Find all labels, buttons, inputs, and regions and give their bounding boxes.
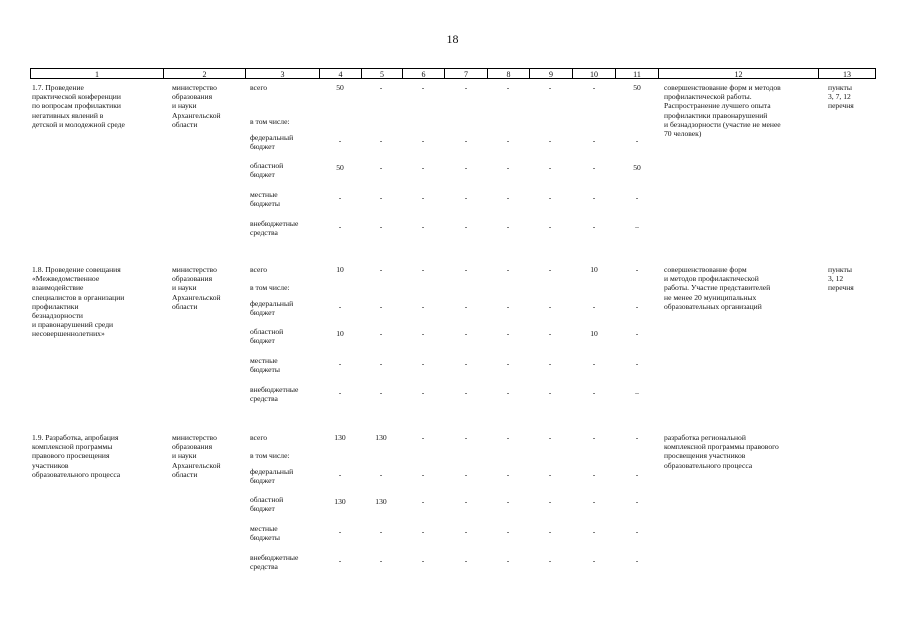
value-cell: -: [592, 497, 596, 506]
row-name-line: 1.9. Разработка, апробация: [32, 433, 119, 442]
value-cell: -: [635, 193, 639, 202]
value-cell: -: [592, 193, 596, 202]
value-cell: -: [464, 359, 468, 368]
row-name-line: специалистов в организации: [32, 292, 125, 302]
row-name-line: профилактики: [32, 301, 79, 311]
value-cell: -: [592, 388, 596, 397]
row-executor-line: министерство: [172, 265, 217, 274]
value-cell: -: [421, 83, 425, 92]
value-cell: -: [464, 193, 468, 202]
value-cell: -: [548, 222, 552, 231]
value-cell: -: [338, 556, 342, 565]
value-cell: -: [635, 359, 639, 368]
row-name-line: 1.8. Проведение совещания: [32, 265, 121, 274]
row-result-line: профилактики правонарушений: [664, 110, 768, 120]
value-cell: -: [635, 136, 639, 145]
value-cell: -: [379, 329, 383, 338]
column-header-1: 1: [30, 68, 163, 79]
value-cell: -: [548, 136, 552, 145]
value-cell: -: [506, 265, 510, 274]
value-cell: -: [592, 527, 596, 536]
funding-label-federal: бюджет: [250, 308, 275, 318]
value-cell: -: [338, 222, 342, 231]
value-cell: -: [592, 556, 596, 565]
value-cell: 130: [334, 433, 346, 442]
value-cell: 50: [336, 163, 344, 172]
value-cell: -: [379, 83, 383, 92]
value-cell: -: [421, 556, 425, 565]
funding-label-extra: средства: [250, 562, 278, 572]
row-result-line: не менее 20 муниципальных: [664, 292, 757, 302]
row-reference-line: пункты: [828, 83, 852, 92]
value-cell: 50: [633, 83, 641, 92]
row-name-line: «Межведомственное: [32, 274, 100, 284]
value-cell: -: [635, 497, 639, 506]
column-header-7: 7: [444, 68, 487, 79]
row-reference-line: пункты: [828, 265, 852, 274]
value-cell: -: [464, 527, 468, 536]
value-cell: -: [635, 556, 639, 565]
value-cell: -: [635, 302, 639, 311]
funding-label-local: местные: [250, 190, 278, 199]
row-executor-line: Архангельской: [172, 460, 221, 470]
value-cell: 50: [633, 163, 641, 172]
value-cell: -: [592, 136, 596, 145]
value-cell: -: [506, 193, 510, 202]
funding-label-regional: областной: [250, 327, 284, 336]
value-cell: -: [548, 163, 552, 172]
row-name-line: практической конференции: [32, 92, 121, 102]
value-cell: -: [548, 556, 552, 565]
value-cell: 10: [336, 265, 344, 274]
value-cell: -: [548, 302, 552, 311]
value-cell: -: [421, 359, 425, 368]
value-cell: 10: [590, 265, 598, 274]
value-cell: -: [464, 302, 468, 311]
value-cell: -: [506, 527, 510, 536]
value-cell: -: [464, 163, 468, 172]
row-name-line: безнадзорности: [32, 311, 83, 320]
value-cell: -: [548, 388, 552, 397]
value-cell: 50: [336, 83, 344, 92]
funding-label-federal: бюджет: [250, 142, 275, 152]
value-cell: -: [379, 470, 383, 479]
value-cell: -: [379, 556, 383, 565]
value-cell: -: [464, 388, 468, 397]
value-cell: -: [379, 265, 383, 274]
value-cell: -: [464, 556, 468, 565]
row-result-line: образовательных организаций: [664, 301, 762, 311]
funding-label-extra: средства: [250, 228, 278, 238]
funding-label-local: местные: [250, 356, 278, 365]
column-header-10: 10: [572, 68, 615, 79]
column-header-2: 2: [163, 68, 245, 79]
row-result-line: и методов профилактической: [664, 274, 759, 284]
value-cell: -: [548, 193, 552, 202]
value-cell: -: [379, 163, 383, 172]
value-cell: -: [548, 329, 552, 338]
row-name-line: участников: [32, 460, 69, 470]
value-cell: -: [379, 222, 383, 231]
value-cell: -: [421, 193, 425, 202]
value-cell: -: [421, 136, 425, 145]
funding-label-including: в том числе:: [250, 117, 290, 126]
row-executor-line: образования: [172, 442, 213, 452]
column-header-6: 6: [402, 68, 444, 79]
value-cell: –: [635, 388, 639, 397]
row-executor-line: области: [172, 301, 198, 311]
value-cell: -: [506, 163, 510, 172]
value-cell: -: [506, 359, 510, 368]
value-cell: -: [506, 497, 510, 506]
value-cell: -: [421, 527, 425, 536]
value-cell: -: [421, 302, 425, 311]
column-header-4: 4: [319, 68, 361, 79]
funding-label-total: всего: [250, 83, 268, 92]
value-cell: -: [635, 527, 639, 536]
value-cell: -: [548, 265, 552, 274]
funding-label-extra: внебюджетные: [250, 553, 299, 562]
value-cell: 130: [375, 433, 387, 442]
value-cell: -: [548, 433, 552, 442]
column-header-3: 3: [245, 68, 319, 79]
row-result-line: 70 человек): [664, 129, 702, 138]
column-header-5: 5: [361, 68, 402, 79]
value-cell: -: [421, 222, 425, 231]
value-cell: -: [506, 222, 510, 231]
page-number: 18: [446, 32, 459, 46]
row-executor-line: Архангельской: [172, 110, 221, 120]
value-cell: -: [338, 388, 342, 397]
row-executor-line: области: [172, 469, 198, 479]
funding-label-regional: областной: [250, 495, 284, 504]
funding-label-regional: бюджет: [250, 170, 275, 180]
row-name-line: образовательного процесса: [32, 469, 121, 479]
column-header-13: 13: [818, 68, 876, 79]
value-cell: -: [506, 329, 510, 338]
row-name-line: негативных явлений в: [32, 110, 104, 120]
value-cell: -: [421, 497, 425, 506]
value-cell: -: [379, 359, 383, 368]
column-header-11: 11: [615, 68, 658, 79]
value-cell: -: [506, 388, 510, 397]
funding-label-federal: бюджет: [250, 476, 275, 486]
value-cell: -: [635, 265, 639, 274]
value-cell: -: [379, 302, 383, 311]
funding-label-local: местные: [250, 524, 278, 533]
row-name-line: по вопросам профилактики: [32, 101, 122, 111]
value-cell: 10: [590, 329, 598, 338]
value-cell: -: [592, 359, 596, 368]
column-header-9: 9: [529, 68, 572, 79]
value-cell: -: [421, 470, 425, 479]
row-executor-line: министерство: [172, 83, 217, 92]
value-cell: -: [338, 302, 342, 311]
value-cell: -: [506, 470, 510, 479]
value-cell: 10: [336, 329, 344, 338]
row-result-line: комплексной программы правового: [664, 442, 779, 452]
row-name-line: правового просвещения: [32, 451, 110, 461]
value-cell: -: [506, 433, 510, 442]
row-executor-line: области: [172, 119, 198, 129]
value-cell: -: [548, 527, 552, 536]
row-result-line: Распространение лучшего опыта: [664, 101, 771, 111]
value-cell: -: [464, 222, 468, 231]
value-cell: 130: [334, 497, 346, 506]
value-cell: -: [421, 433, 425, 442]
funding-label-regional: бюджет: [250, 336, 275, 346]
row-executor-line: и науки: [172, 283, 197, 293]
funding-label-regional: областной: [250, 161, 284, 170]
value-cell: -: [592, 83, 596, 92]
value-cell: -: [506, 556, 510, 565]
value-cell: -: [592, 470, 596, 479]
funding-label-federal: федеральный: [250, 299, 294, 308]
value-cell: -: [548, 83, 552, 92]
row-result-line: профилактической работы.: [664, 92, 752, 102]
row-result-line: совершенствование форм: [664, 265, 747, 274]
value-cell: -: [421, 388, 425, 397]
value-cell: -: [592, 163, 596, 172]
value-cell: -: [548, 470, 552, 479]
value-cell: -: [338, 470, 342, 479]
row-name-line: комплексной программы: [32, 442, 113, 452]
funding-label-local: бюджеты: [250, 533, 280, 543]
value-cell: -: [464, 433, 468, 442]
row-result-line: и безнадзорности (участие не менее: [664, 119, 781, 129]
value-cell: -: [464, 497, 468, 506]
value-cell: -: [379, 136, 383, 145]
value-cell: -: [464, 83, 468, 92]
value-cell: -: [338, 193, 342, 202]
value-cell: -: [635, 433, 639, 442]
value-cell: -: [548, 497, 552, 506]
row-result-line: просвещения участников: [664, 451, 746, 461]
row-result-line: совершенствование форм и методов: [664, 83, 781, 92]
row-reference-line: 3, 12: [828, 274, 844, 284]
row-executor-line: Архангельской: [172, 292, 221, 302]
funding-label-federal: федеральный: [250, 467, 294, 476]
row-result-line: образовательного процесса: [664, 460, 753, 470]
value-cell: -: [421, 265, 425, 274]
row-name-line: 1.7. Проведение: [32, 83, 84, 92]
value-cell: -: [635, 470, 639, 479]
value-cell: -: [592, 433, 596, 442]
value-cell: -: [379, 527, 383, 536]
value-cell: -: [464, 329, 468, 338]
value-cell: -: [592, 302, 596, 311]
row-name-line: детской и молодежной среде: [32, 119, 125, 129]
value-cell: -: [635, 329, 639, 338]
funding-label-total: всего: [250, 433, 268, 442]
value-cell: 130: [375, 497, 387, 506]
value-cell: -: [338, 136, 342, 145]
value-cell: -: [506, 302, 510, 311]
funding-label-including: в том числе:: [250, 283, 290, 292]
value-cell: -: [506, 136, 510, 145]
funding-label-local: бюджеты: [250, 199, 280, 209]
row-executor-line: образования: [172, 92, 213, 102]
value-cell: -: [338, 359, 342, 368]
value-cell: –: [635, 222, 639, 231]
row-name-line: и правонарушений среди: [32, 320, 114, 330]
row-reference-line: перечня: [828, 101, 854, 111]
funding-label-including: в том числе:: [250, 451, 290, 460]
funding-label-extra: внебюджетные: [250, 385, 299, 394]
value-cell: -: [464, 136, 468, 145]
row-executor-line: и науки: [172, 101, 197, 111]
funding-label-total: всего: [250, 265, 268, 274]
value-cell: -: [421, 329, 425, 338]
row-result-line: разработка региональной: [664, 433, 746, 442]
funding-label-local: бюджеты: [250, 365, 280, 375]
funding-label-extra: внебюджетные: [250, 219, 299, 228]
row-executor-line: и науки: [172, 451, 197, 461]
value-cell: -: [464, 265, 468, 274]
row-name-line: несовершеннолетних»: [32, 329, 105, 339]
row-executor-line: министерство: [172, 433, 217, 442]
value-cell: -: [506, 83, 510, 92]
row-executor-line: образования: [172, 274, 213, 284]
value-cell: -: [379, 388, 383, 397]
value-cell: -: [464, 470, 468, 479]
value-cell: -: [421, 163, 425, 172]
value-cell: -: [338, 527, 342, 536]
column-header-8: 8: [487, 68, 529, 79]
row-result-line: работы. Участие представителей: [664, 283, 771, 293]
row-reference-line: 3, 7, 12: [828, 92, 851, 102]
row-name-line: взаимодействие: [32, 283, 84, 293]
funding-label-extra: средства: [250, 394, 278, 404]
funding-label-federal: федеральный: [250, 133, 294, 142]
row-reference-line: перечня: [828, 283, 854, 293]
column-header-12: 12: [658, 68, 818, 79]
value-cell: -: [379, 193, 383, 202]
funding-label-regional: бюджет: [250, 504, 275, 514]
value-cell: -: [548, 359, 552, 368]
value-cell: -: [592, 222, 596, 231]
